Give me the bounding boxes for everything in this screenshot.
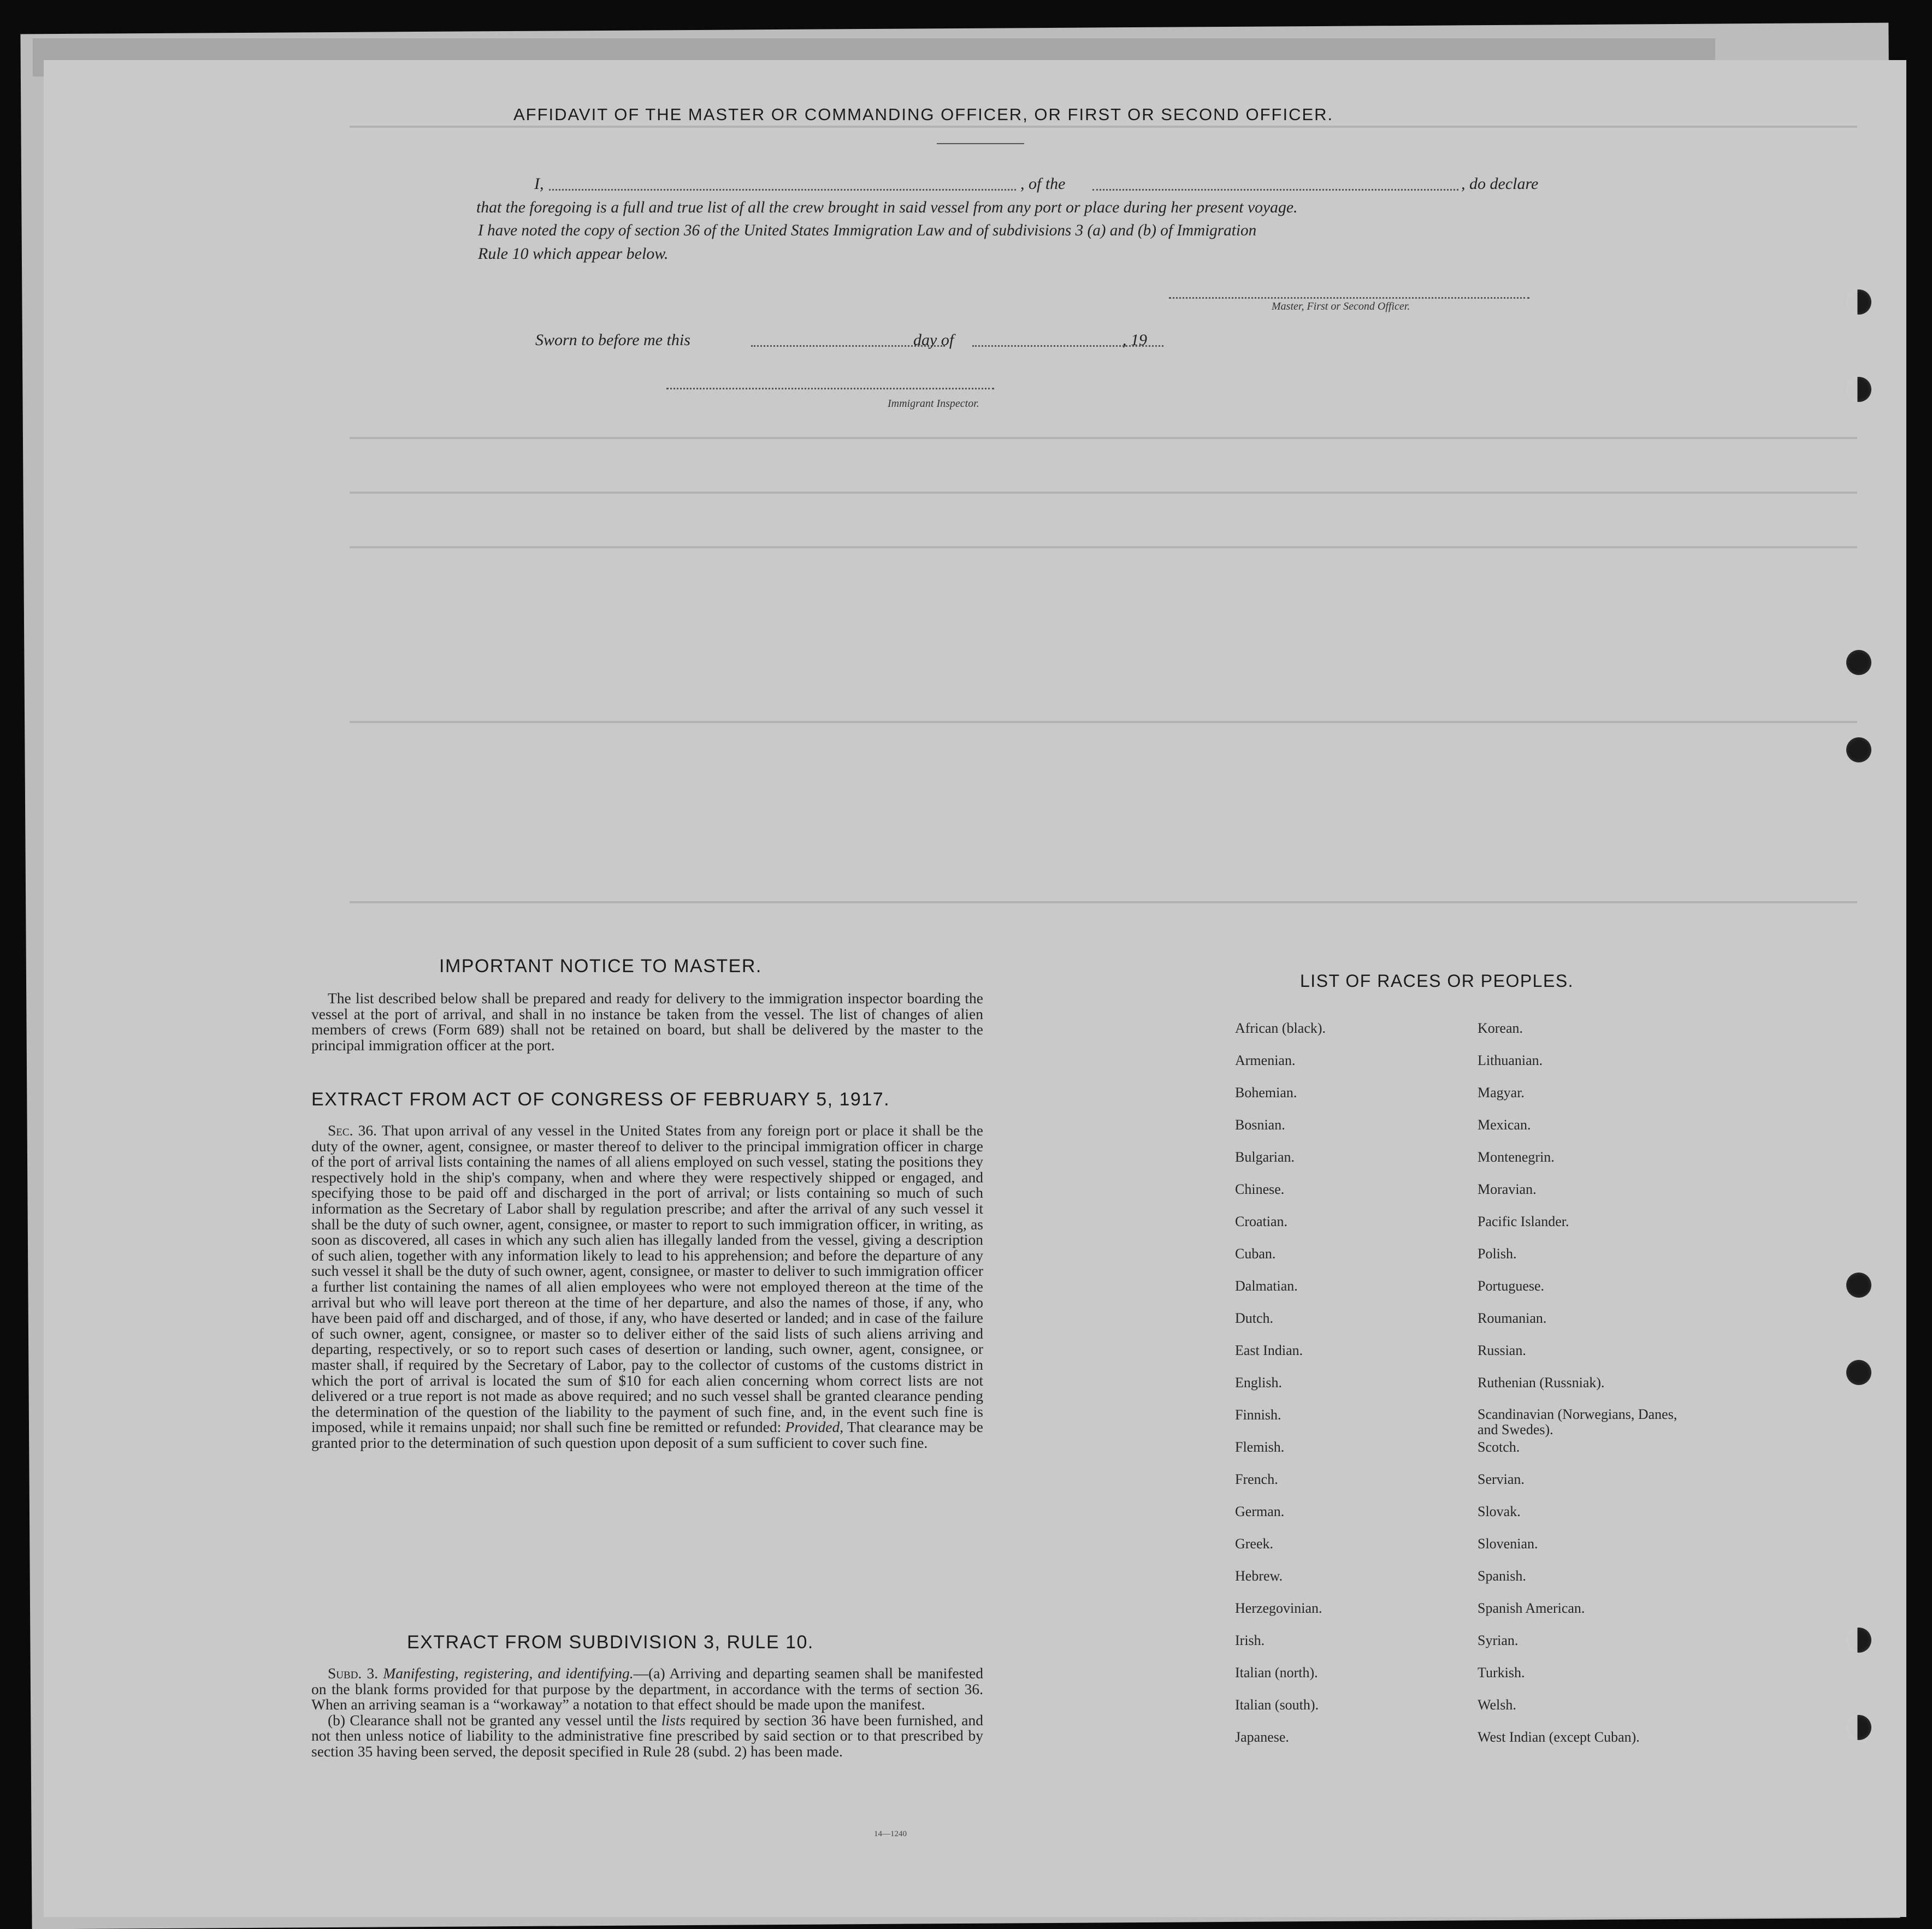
affidavit-title: AFFIDAVIT OF THE MASTER OR COMMANDING OFFICER, OR FIRST OR SECOND OFFICER. bbox=[513, 105, 1334, 124]
punch-hole bbox=[1846, 1360, 1871, 1385]
race-item: Scotch. bbox=[1478, 1439, 1520, 1455]
notice-heading: IMPORTANT NOTICE TO MASTER. bbox=[439, 956, 762, 977]
subd-para-a: —(a) Arriving and departing seamen shall be manifested on the blank forms provided for that purpose by the department, in accordance with the terms of section 36. When an arriving seaman is a “workaway” a notation to that effect should be made upon the manifest. bbox=[311, 1665, 983, 1713]
race-item: Cuban. bbox=[1235, 1246, 1276, 1262]
race-item: Montenegrin. bbox=[1478, 1149, 1555, 1165]
race-item: Dutch. bbox=[1235, 1310, 1274, 1326]
race-item: Japanese. bbox=[1235, 1729, 1289, 1745]
act-body: That upon arrival of any vessel in the United States from any foreign port or place it shall be the duty of the owner, agent, consignee, or master thereof to deliver to the principal immigration officer in charge of the port of arrival lists containing the names of all aliens employed on such vessel, stating the positions they respectively hold in the ship's company, when and where they were respectively shipped or engaged, and specifying those to be paid off and discharged in the port of arrival; or lists containing so much of such information as the Secretary of Labor shall by regulation prescribe; and after the arrival of any such vessel it shall be the duty of such owner, agent, consignee, or master to report to such immigration officer, in writing, as soon as discovered, all cases in which any such alien has illegally landed from the vessel, giving a description of such alien, together with any information likely to lead to his apprehension; and before the departure of any such vessel it shall be the duty of such owner, agent, consignee, or master to deliver to such immigration officer a further list containing the names of all alien employees who were not employed thereon at the time of the arrival but who will leave port thereon at the time of her departure, and also the names of those, if any, who have been paid off and discharged, and of those, if any, who have deserted or landed; and in case of the failure of such owner, agent, consignee, or master so to deliver either of the said lists of such aliens arriving and departing, respectively, or so to report such cases of desertion or landing, such owner, agent, consignee, or master shall, if required by the Secretary of Labor, pay to the collector of customs of the customs district in which the port of arrival is located the sum of $10 for each alien concerning whom correct lists are not delivered or a true report is not made as above required; and no such vessel shall be granted clearance pending the determination of the question of the liability to the payment of such fine, and, in the event such fine is imposed, while it remains unpaid; nor shall such fine be remitted or refunded: bbox=[311, 1122, 983, 1436]
race-item: Bohemian. bbox=[1235, 1085, 1297, 1100]
race-item: Greek. bbox=[1235, 1536, 1274, 1552]
inspector-signature-label: Immigrant Inspector. bbox=[888, 398, 979, 410]
vessel-blank bbox=[1092, 189, 1458, 191]
race-item: Korean. bbox=[1478, 1020, 1523, 1036]
punch-hole bbox=[1846, 1628, 1871, 1653]
affidavit-do-declare: , do declare bbox=[1461, 175, 1539, 193]
punch-hole bbox=[1846, 1273, 1871, 1298]
form-number: 14—1240 bbox=[874, 1830, 907, 1838]
provided-label: Provided, bbox=[785, 1418, 844, 1436]
race-item: English. bbox=[1235, 1375, 1282, 1390]
race-item: Lithuanian. bbox=[1478, 1052, 1543, 1068]
act-text bbox=[311, 1123, 983, 1451]
punch-hole bbox=[1846, 289, 1871, 315]
race-item: Bulgarian. bbox=[1235, 1149, 1295, 1165]
race-item: Croatian. bbox=[1235, 1214, 1288, 1229]
sworn-text: Sworn to before me this bbox=[535, 331, 690, 349]
inspector-signature-line bbox=[666, 388, 994, 389]
race-item: Moravian. bbox=[1478, 1181, 1537, 1197]
affidavit-i: I, bbox=[534, 175, 544, 193]
notice-paragraph: The list described below shall be prepared and ready for delivery to the immigration inspector boarding the vessel at the port of arrival, and shall in no instance be taken from the vessel. The list of changes of alien members of crews (Form 689) shall not be retained on board, but shall be delivered by the master to the principal immigration officer at the port. bbox=[311, 990, 983, 1054]
rule-heading: EXTRACT FROM SUBDIVISION 3, RULE 10. bbox=[407, 1632, 814, 1653]
race-item: Chinese. bbox=[1235, 1181, 1285, 1197]
document-page bbox=[44, 60, 1906, 1917]
affidavit-line-3: I have noted the copy of section 36 of the United States Immigration Law and of subdivisions 3 (a) and (b) of Immigration bbox=[478, 222, 1257, 239]
punch-hole bbox=[1846, 650, 1871, 675]
race-item: Portuguese. bbox=[1478, 1278, 1545, 1294]
race-item: Flemish. bbox=[1235, 1439, 1285, 1455]
races-left-column bbox=[1235, 1020, 1326, 1761]
rule-text bbox=[311, 1666, 983, 1760]
race-item: Russian. bbox=[1478, 1342, 1526, 1358]
race-item: Scandinavian (Norwegians, Danes, and Swedes). bbox=[1478, 1406, 1677, 1437]
race-item: African (black). bbox=[1235, 1020, 1326, 1036]
subd-label: Subd. 3. bbox=[328, 1665, 379, 1682]
race-item: Armenian. bbox=[1235, 1052, 1296, 1068]
punch-hole bbox=[1846, 377, 1871, 402]
race-item: Mexican. bbox=[1478, 1117, 1531, 1133]
subd-para-b-prefix: (b) Clearance shall not be granted any vessel until the bbox=[328, 1711, 657, 1729]
punch-hole bbox=[1846, 737, 1871, 762]
race-item: Servian. bbox=[1478, 1471, 1525, 1487]
year-text: , 19 bbox=[1122, 331, 1147, 349]
affidavit-line-4: Rule 10 which appear below. bbox=[478, 245, 669, 263]
notice-text bbox=[311, 991, 983, 1053]
act-body-end: That clearance may be granted prior to the determination of such question upon deposit of a sum sufficient to cover such fine. bbox=[311, 1418, 983, 1451]
race-item: Ruthenian (Russniak). bbox=[1478, 1375, 1605, 1390]
subd-title: Manifesting, registering, and identifying. bbox=[383, 1665, 634, 1682]
name-blank bbox=[549, 189, 1016, 191]
affidavit-of-the: , of the bbox=[1020, 175, 1066, 193]
race-item: Spanish. bbox=[1478, 1568, 1526, 1584]
race-item: Magyar. bbox=[1478, 1085, 1525, 1100]
act-heading: EXTRACT FROM ACT OF CONGRESS OF FEBRUARY 5, 1917. bbox=[311, 1089, 890, 1110]
race-item: Spanish American. bbox=[1478, 1600, 1585, 1616]
race-item: Hebrew. bbox=[1235, 1568, 1283, 1584]
race-item: Italian (north). bbox=[1235, 1665, 1318, 1681]
race-item: West Indian (except Cuban). bbox=[1478, 1729, 1640, 1745]
affidavit-line-2: that the foregoing is a full and true list of all the crew brought in said vessel from any port or place during her present voyage. bbox=[476, 199, 1298, 216]
punch-hole bbox=[1846, 1715, 1871, 1740]
race-item: Roumanian. bbox=[1478, 1310, 1547, 1326]
subd-para-b: required by section 36 have been furnished, and not then unless notice of liability to the administrative fine prescribed by said section or to that prescribed by section 35 having been served, the deposit specified in Rule 28 (subd. 2) has been made. bbox=[311, 1711, 984, 1760]
races-right-column bbox=[1478, 1020, 1696, 1761]
race-item: Polish. bbox=[1478, 1246, 1517, 1262]
races-heading: LIST OF RACES OR PEOPLES. bbox=[1300, 971, 1574, 991]
race-item: Herzegovinian. bbox=[1235, 1600, 1322, 1616]
race-item: Irish. bbox=[1235, 1632, 1265, 1648]
race-item: Finnish. bbox=[1235, 1407, 1281, 1423]
day-of-text: day of bbox=[913, 331, 954, 349]
title-underline bbox=[937, 143, 1024, 144]
race-item: Dalmatian. bbox=[1235, 1278, 1298, 1294]
race-item: Bosnian. bbox=[1235, 1117, 1285, 1133]
race-item: French. bbox=[1235, 1471, 1278, 1487]
sec-label: Sec. 36. bbox=[328, 1122, 377, 1139]
officer-signature-label: Master, First or Second Officer. bbox=[1272, 300, 1410, 312]
officer-signature-line bbox=[1169, 297, 1529, 299]
race-item: Welsh. bbox=[1478, 1697, 1516, 1713]
race-item: Turkish. bbox=[1478, 1665, 1525, 1681]
race-item: Pacific Islander. bbox=[1478, 1214, 1569, 1229]
race-item: East Indian. bbox=[1235, 1342, 1303, 1358]
race-item: Slovak. bbox=[1478, 1504, 1521, 1519]
subd-lists: lists bbox=[661, 1711, 686, 1729]
race-item: German. bbox=[1235, 1504, 1285, 1519]
race-item: Slovenian. bbox=[1478, 1536, 1538, 1552]
race-item: Italian (south). bbox=[1235, 1697, 1319, 1713]
race-item: Syrian. bbox=[1478, 1632, 1519, 1648]
